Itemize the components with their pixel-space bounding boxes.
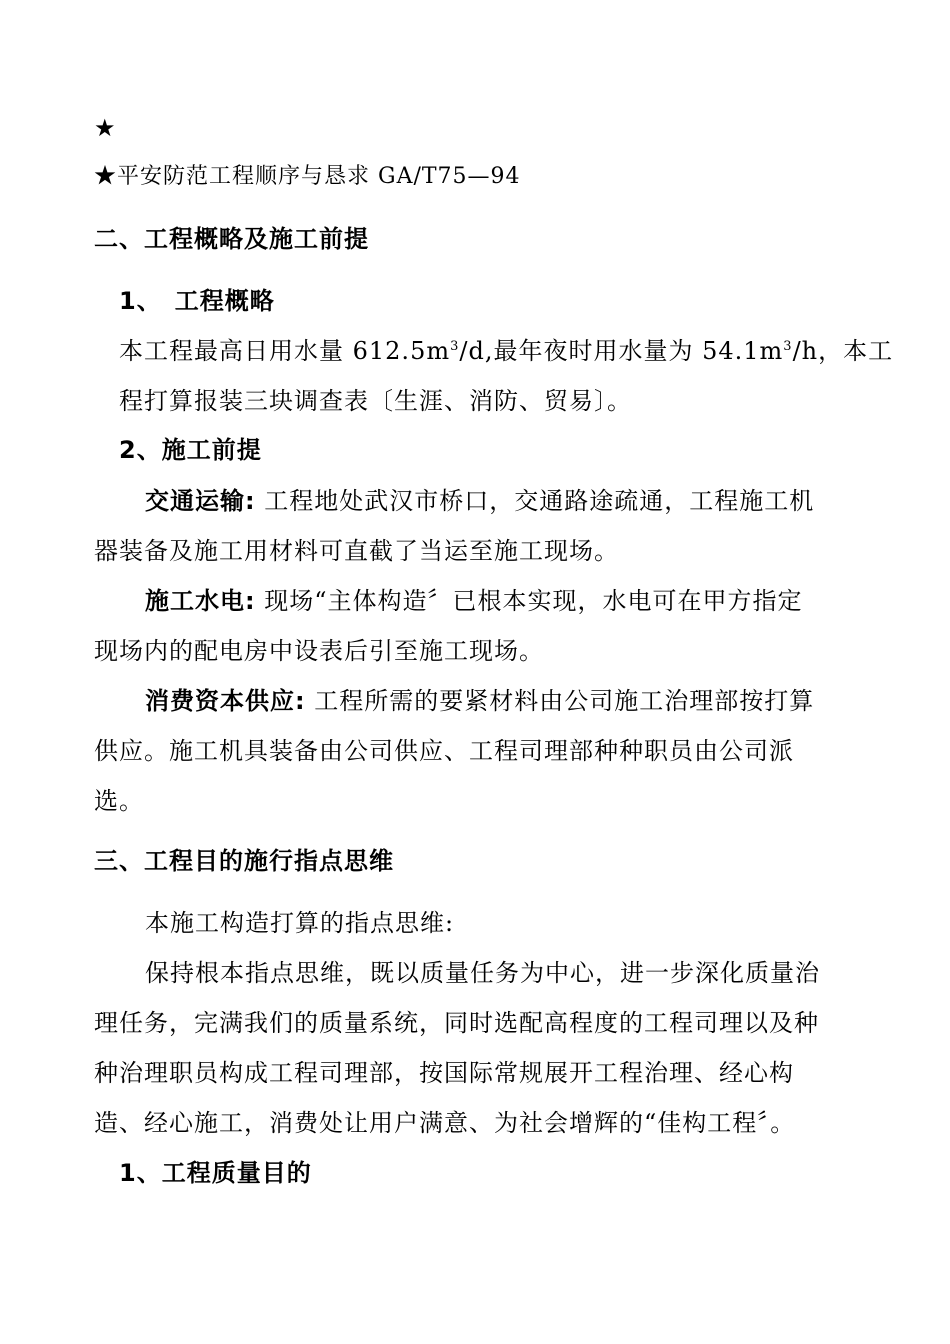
traffic-line1 [145,486,814,516]
water-usage-text-c: /h，本工 [792,337,894,365]
traffic-line2: 器装备及施工用材料可直截了当运至施工现场。 [94,537,619,565]
section2-sub2-heading: 2、施工前提 [119,436,262,464]
supply-line3: 选。 [94,787,144,815]
power-label: 施工水电: [145,587,256,615]
water-usage-text-b: /d,最年夜时用水量为 54.1m [459,337,784,365]
guideline-line1: 保持根本指点思维，既以质量任务为中心，进一步深化质量治 [145,959,820,987]
power-text: 现场“主体构造〞已根本实现，水电可在甲方指定 [255,587,803,615]
star-bullet: ★ [94,114,117,142]
section2-sub1-heading: 1、 工程概略 [119,287,275,315]
guideline-line3: 种治理职员构成工程司理部，按国际常规展开工程治理、经心构 [94,1059,794,1087]
standard-reference-line: ★平安防范工程顺序与恳求 GA/T75—94 [94,164,521,189]
supply-label: 消费资本供应: [145,687,306,715]
traffic-label: 交通运输: [145,487,256,515]
supply-line2: 供应。施工机具装备由公司供应、工程司理部种种职员由公司派 [94,737,794,765]
power-line1 [145,586,803,616]
section3-heading: 三、工程目的施行指点思维 [94,847,394,875]
section2-heading: 二、工程概略及施工前提 [94,225,369,253]
section3-intro: 本施工构造打算的指点思维: [145,909,455,937]
traffic-text: 工程地处武汉市桥口，交通路途疏通，工程施工机 [255,487,815,515]
guideline-line2: 理任务，完满我们的质量系统，同时选配高程度的工程司理以及种 [94,1009,819,1037]
superscript-3: 3 [783,339,793,354]
power-line2: 现场内的配电房中设表后引至施工现场。 [94,637,544,665]
water-usage-text-a: 本工程最高日用水量 612.5m [119,337,451,365]
guideline-line4: 造、经心施工，消费处让用户满意、为社会增辉的“佳构工程〞。 [94,1109,796,1137]
supply-line1 [145,686,814,716]
superscript-3: 3 [450,339,460,354]
section3-sub1-heading: 1、工程质量目的 [119,1159,312,1187]
supply-text: 工程所需的要紧材料由公司施工治理部按打算 [305,687,815,715]
water-usage-line2: 程打算报装三块调查表〔生涯、消防、贸易〕。 [119,387,632,415]
water-usage-line1 [119,336,893,366]
